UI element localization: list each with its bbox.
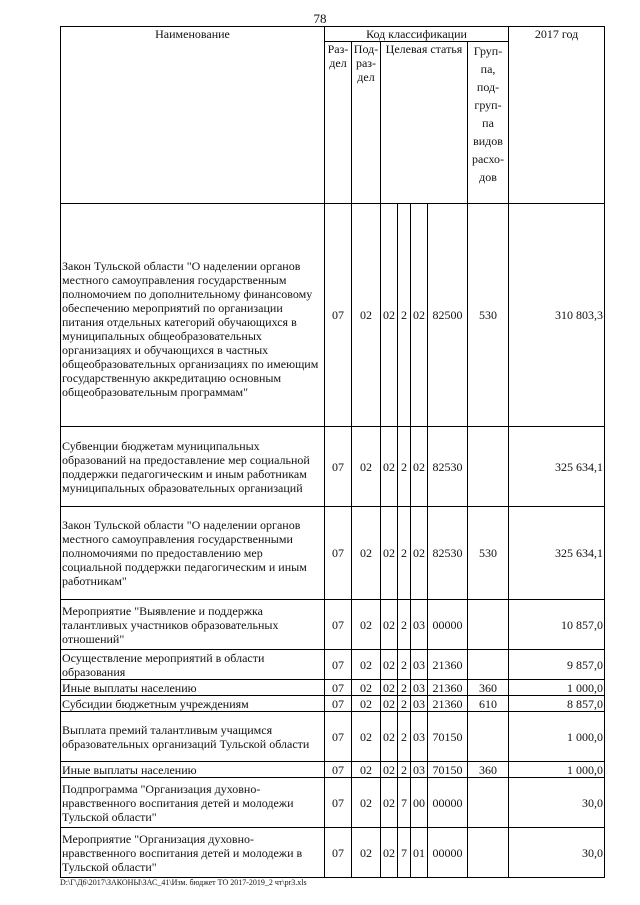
row-name: Иные выплаты населению	[61, 762, 325, 778]
podrazdel-cell: 02	[352, 696, 381, 712]
budget-table	[60, 26, 605, 878]
file-path-footer: D:\Г\Д6\2017\ЗАКОНЫ\ЗАС_41\Изм. бюджет ТО 2017-2019_2 чт\pr3.xls	[60, 878, 307, 887]
expense-type-cell	[468, 828, 509, 878]
target-code-part3: 02	[411, 427, 428, 507]
row-name: Закон Тульской области "О наделении органов местного самоуправления государственным полномочием по дополнительному финансовому обеспечению мероприятий по организации питания отдельных категорий обучающихся в муниципальных общеобразовательных организациях и обучающихся в частных общеобразовательных организациях по имеющим государственную аккредитацию основным общеобразовательным программам"	[61, 204, 325, 427]
row-name: Мероприятие "Выявление и поддержка талантливых участников образовательных отношений"	[61, 600, 325, 650]
target-code-part2: 2	[398, 712, 411, 762]
column-header-tselevaya-statya: Целевая статья	[381, 42, 468, 204]
expense-type-cell	[468, 778, 509, 828]
target-code-part4: 70150	[428, 762, 468, 778]
row-name: Субвенции бюджетам муниципальных образований на предоставление мер социальной поддержки педагогическим и иным работникам муниципальных образовательных организаций	[61, 427, 325, 507]
row-name: Подпрограмма "Организация духовно-нравственного воспитания детей и молодежи Тульской области"	[61, 778, 325, 828]
podrazdel-cell: 02	[352, 680, 381, 696]
amount-cell: 1 000,0	[509, 762, 605, 778]
amount-cell: 9 857,0	[509, 650, 605, 680]
table-row	[61, 778, 605, 828]
expense-type-cell: 360	[468, 680, 509, 696]
target-code-part3: 03	[411, 712, 428, 762]
podrazdel-cell: 02	[352, 427, 381, 507]
row-name: Выплата премий талантливым учащимся образовательных организаций Тульской области	[61, 712, 325, 762]
podrazdel-cell: 02	[352, 828, 381, 878]
target-code-part1: 02	[381, 828, 398, 878]
razdel-cell: 07	[325, 680, 352, 696]
column-header-year: 2017 год	[509, 27, 605, 204]
target-code-part1: 02	[381, 778, 398, 828]
page-number: 78	[313, 11, 327, 26]
razdel-cell: 07	[325, 507, 352, 600]
amount-cell: 30,0	[509, 828, 605, 878]
podrazdel-cell: 02	[352, 507, 381, 600]
target-code-part3: 03	[411, 680, 428, 696]
razdel-cell: 07	[325, 712, 352, 762]
table-row	[61, 507, 605, 600]
target-code-part1: 02	[381, 712, 398, 762]
target-code-part2: 7	[398, 778, 411, 828]
expense-type-cell: 610	[468, 696, 509, 712]
razdel-cell: 07	[325, 427, 352, 507]
target-code-part1: 02	[381, 650, 398, 680]
target-code-part2: 2	[398, 427, 411, 507]
target-code-part4: 82530	[428, 507, 468, 600]
target-code-part2: 2	[398, 680, 411, 696]
row-name: Субсидии бюджетным учреждениям	[61, 696, 325, 712]
expense-type-cell: 530	[468, 204, 509, 427]
target-code-part1: 02	[381, 762, 398, 778]
expense-type-cell: 360	[468, 762, 509, 778]
podrazdel-cell: 02	[352, 778, 381, 828]
target-code-part3: 03	[411, 650, 428, 680]
target-code-part1: 02	[381, 427, 398, 507]
row-name: Мероприятие "Организация духовно-нравственного воспитания детей и молодежи в Тульской области"	[61, 828, 325, 878]
podrazdel-cell: 02	[352, 762, 381, 778]
target-code-part3: 01	[411, 828, 428, 878]
amount-cell: 325 634,1	[509, 427, 605, 507]
podrazdel-cell: 02	[352, 712, 381, 762]
table-row	[61, 204, 605, 427]
target-code-part4: 82530	[428, 427, 468, 507]
target-code-part2: 2	[398, 507, 411, 600]
target-code-part4: 21360	[428, 650, 468, 680]
target-code-part2: 2	[398, 650, 411, 680]
row-name: Закон Тульской области "О наделении органов местного самоуправления государственными полномочиями по предоставлению мер социальной поддержки педагогическим и иным работникам"	[61, 507, 325, 600]
table-row	[61, 762, 605, 778]
target-code-part3: 03	[411, 696, 428, 712]
razdel-cell: 07	[325, 650, 352, 680]
column-header-code-group: Код классификации	[325, 27, 509, 42]
column-header-name: Наименование	[61, 27, 325, 204]
target-code-part4: 70150	[428, 712, 468, 762]
podrazdel-cell: 02	[352, 650, 381, 680]
target-code-part2: 2	[398, 600, 411, 650]
target-code-part1: 02	[381, 204, 398, 427]
amount-cell: 325 634,1	[509, 507, 605, 600]
target-code-part3: 00	[411, 778, 428, 828]
expense-type-cell: 530	[468, 507, 509, 600]
expense-type-cell	[468, 712, 509, 762]
expense-type-cell	[468, 427, 509, 507]
amount-cell: 8 857,0	[509, 696, 605, 712]
razdel-cell: 07	[325, 600, 352, 650]
column-header-gruppa-vidov-raskhodov: Груп- па, под- груп- па видов расхо- дов	[468, 42, 509, 204]
table-row	[61, 828, 605, 878]
razdel-cell: 07	[325, 204, 352, 427]
table-row	[61, 680, 605, 696]
razdel-cell: 07	[325, 828, 352, 878]
row-name: Осуществление мероприятий в области образования	[61, 650, 325, 680]
target-code-part4: 21360	[428, 696, 468, 712]
target-code-part1: 02	[381, 507, 398, 600]
target-code-part2: 2	[398, 762, 411, 778]
amount-cell: 1 000,0	[509, 712, 605, 762]
razdel-cell: 07	[325, 762, 352, 778]
target-code-part4: 82500	[428, 204, 468, 427]
column-header-podrazdel: Под- раз- дел	[352, 42, 381, 204]
target-code-part3: 03	[411, 762, 428, 778]
target-code-part2: 7	[398, 828, 411, 878]
column-header-razdel: Раз- дел	[325, 42, 352, 204]
razdel-cell: 07	[325, 696, 352, 712]
amount-cell: 30,0	[509, 778, 605, 828]
razdel-cell: 07	[325, 778, 352, 828]
target-code-part2: 2	[398, 204, 411, 427]
table-row	[61, 696, 605, 712]
podrazdel-cell: 02	[352, 204, 381, 427]
target-code-part1: 02	[381, 600, 398, 650]
table-row	[61, 427, 605, 507]
amount-cell: 10 857,0	[509, 600, 605, 650]
target-code-part3: 03	[411, 600, 428, 650]
expense-type-cell	[468, 600, 509, 650]
expense-type-cell	[468, 650, 509, 680]
table-row	[61, 600, 605, 650]
target-code-part3: 02	[411, 204, 428, 427]
target-code-part4: 00000	[428, 828, 468, 878]
amount-cell: 1 000,0	[509, 680, 605, 696]
target-code-part1: 02	[381, 680, 398, 696]
row-name: Иные выплаты населению	[61, 680, 325, 696]
table-row	[61, 650, 605, 680]
target-code-part3: 02	[411, 507, 428, 600]
target-code-part4: 00000	[428, 600, 468, 650]
table-row	[61, 712, 605, 762]
target-code-part2: 2	[398, 696, 411, 712]
podrazdel-cell: 02	[352, 600, 381, 650]
amount-cell: 310 803,3	[509, 204, 605, 427]
target-code-part4: 00000	[428, 778, 468, 828]
target-code-part1: 02	[381, 696, 398, 712]
target-code-part4: 21360	[428, 680, 468, 696]
